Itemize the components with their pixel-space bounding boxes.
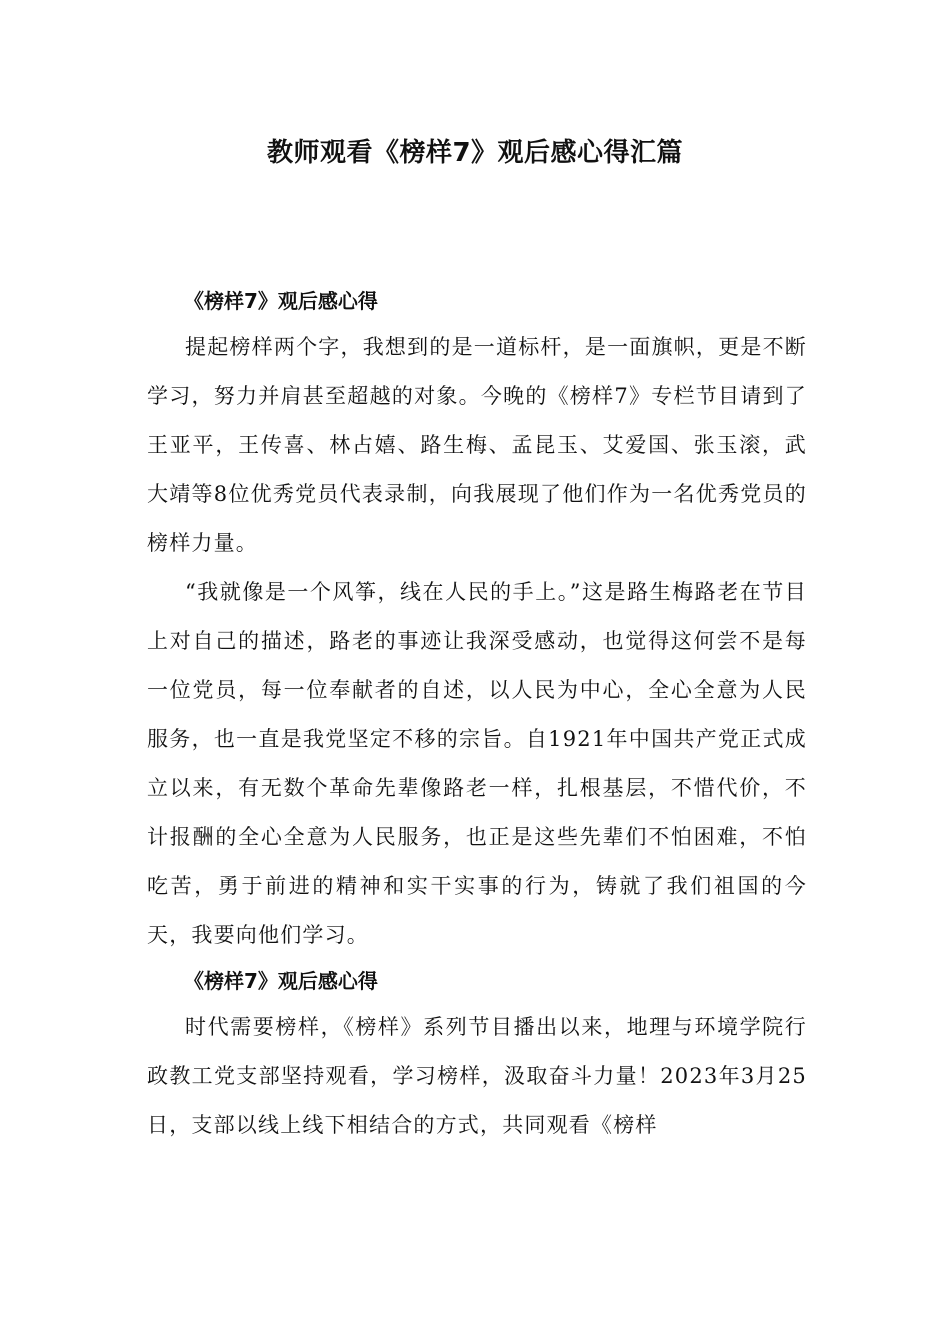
paragraph: 提起榜样两个字，我想到的是一道标杆，是一面旗帜，更是不断学习，努力并肩甚至超越的对象。今晚的《榜样7》专栏节目请到了王亚平，王传喜、林占嬉、路生梅、孟昆玉、艾爱国、张玉滚，武大靖等8位优秀党员代表录制，向我展现了他们作为一名优秀党员的榜样力量。 (147, 335, 807, 555)
paragraph: 时代需要榜样，《榜样》系列节目播出以来，地理与环境学院行政教工党支部坚持观看，学习榜样，汲取奋斗力量！2023年3月25日，支部以线上线下相结合的方式，共同观看《榜样 (147, 1015, 807, 1137)
section-2 (147, 960, 807, 1150)
section-heading: 《榜样7》观后感心得 (184, 969, 378, 993)
document-title: 教师观看《榜样7》观后感心得汇篇 (266, 138, 684, 168)
section-heading: 《榜样7》观后感心得 (184, 289, 378, 313)
document-body (147, 280, 807, 1150)
section-1 (147, 280, 807, 960)
paragraph: “我就像是一个风筝，线在人民的手上。”这是路生梅路老在节目上对自己的描述，路老的事迹让我深受感动，也觉得这何尝不是每一位党员，每一位奉献者的自述，以人民为中心，全心全意为人民服务，也一直是我党坚定不移的宗旨。自1921年中国共产党正式成立以来，有无数个革命先辈像路老一样，扎根基层，不惜代价，不计报酬的全心全意为人民服务，也正是这些先辈们不怕困难，不怕吃苦，勇于前进的精神和实干实事的行为，铸就了我们祖国的今天，我要向他们学习。 (147, 580, 807, 947)
